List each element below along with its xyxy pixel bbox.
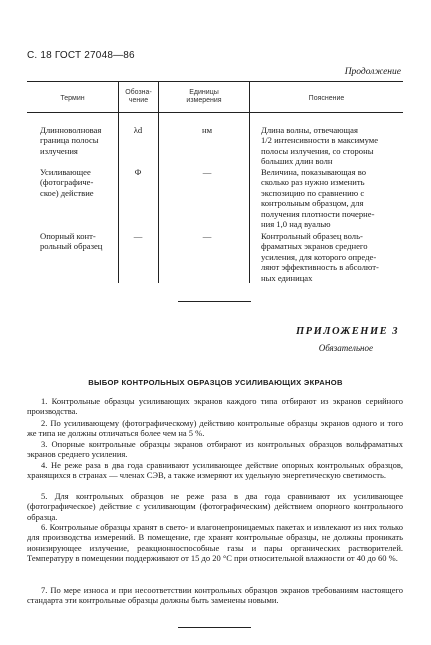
unit-cell: — [202, 231, 212, 241]
paragraph-2: 2. По усиливающему (фотографическому) действию контрольные образцы экранов одного и того же типа не должны отличаться более чем на 5 %. [27, 418, 403, 439]
term-cell: Опорный конт- рольный образец [40, 231, 103, 252]
appendix-title: ПРИЛОЖЕНИЕ 3 [296, 326, 399, 337]
appendix-status: Обязательное [318, 343, 373, 353]
explanation-cell: Контрольный образец воль- фраматных экранов среднего усиления, для которого опреде- ляют эффективность в абсолют- ных единицах [261, 231, 379, 283]
separator-rule [178, 301, 251, 302]
symbol-cell: Ф [134, 167, 142, 177]
term-cell: Длинноволновая граница полосы излучения [40, 125, 102, 156]
column-header-term: Термин [60, 95, 85, 102]
column-header-symbol: Обозна- чение [125, 89, 152, 104]
paragraph-1: 1. Контрольные образцы усиливающих экранов каждого типа отбирают из экранов серийного производства. [27, 396, 403, 417]
symbol-cell: — [133, 231, 143, 241]
column-divider-1 [118, 81, 119, 283]
paragraph-3: 3. Опорные контрольные образцы экранов отбирают из контрольных образцов вольфраматных экранов среднего усиления. [27, 439, 403, 460]
page-header: С. 18 ГОСТ 27048—86 [27, 50, 135, 61]
paragraph-7: 7. По мере износа и при несоответствии контрольных образцов экранов требованиям настоящего стандарта эти контрольные образцы должны быть заменены новыми. [27, 585, 403, 606]
continuation-label: Продолжение [344, 67, 401, 77]
table-header-rule [27, 112, 403, 113]
table-top-rule [27, 81, 403, 82]
unit-cell: нм [201, 125, 213, 135]
term-cell: Усиливающее (фотографиче- ское) действие [40, 167, 94, 198]
column-header-explanation: Пояснение [308, 95, 345, 102]
paragraph-6: 6. Контрольные образцы хранят в свето- и влагонепроницаемых пакетах и извлекают из них только для производства измерений. В помещение, где хранят контрольные образцы, не должны проникать ионизирующее излучение, реакционноспособные газы и пары органических растворителей. Температуру в помещении поддерживают от 15 до 20 °С при относительной влажности от 40 до 60 %. [27, 522, 403, 564]
explanation-cell: Величина, показывающая во сколько раз нужно изменить экспозицию по сравнению с контрольным образцом, для получения плотности почерне- ния 1,0 над вуалью [261, 167, 375, 230]
explanation-cell: Длина волны, отвечающая 1/2 интенсивности в максимуме полосы излучения, со стороны больших длин волн [261, 125, 379, 167]
symbol-cell: λd [133, 125, 143, 135]
section-title: ВЫБОР КОНТРОЛЬНЫХ ОБРАЗЦОВ УСИЛИВАЮЩИХ ЭКРАНОВ [88, 378, 343, 387]
column-divider-2 [158, 81, 159, 283]
paragraph-4: 4. Не реже раза в два года сравнивают усиливающее действие опорных контрольных образцов, хранящихся в странах — членах СЭВ, а также измеряют их удельную энергетическую светимость. [27, 460, 403, 481]
page-end-rule [178, 627, 251, 628]
unit-cell: — [202, 167, 212, 177]
paragraph-5: 5. Для контрольных образцов не реже раза в два года сравнивают их усиливающее (фотографическое) действие с усиливающим (фотографическим) действием опорного контрольного образца. [27, 491, 403, 522]
column-divider-3 [249, 81, 250, 283]
column-header-units: Единицы измерения [186, 89, 222, 104]
